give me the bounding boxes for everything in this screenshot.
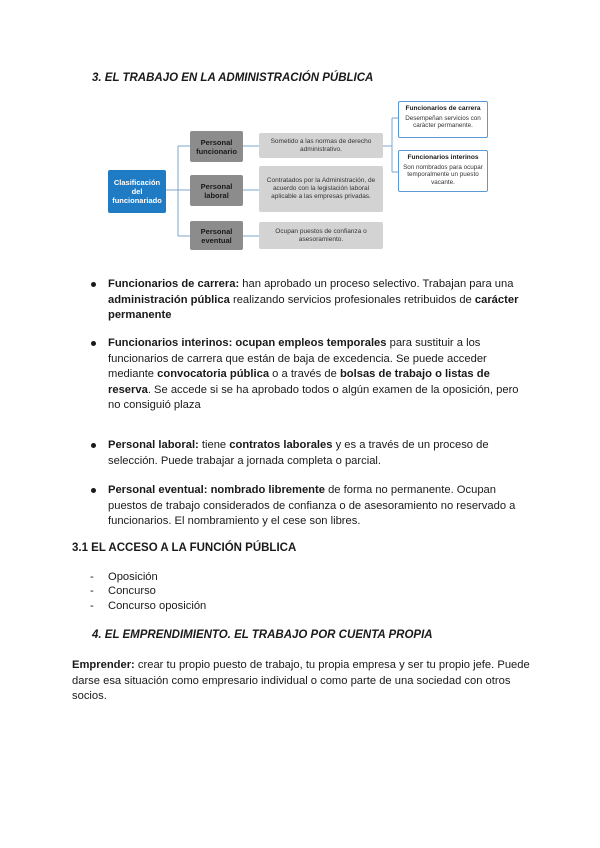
- text: para sustituir a los: [386, 337, 481, 349]
- diagram-desc-funcionario: Sometido a las normas de derecho administrativo.: [259, 133, 383, 158]
- text: han aprobado un proceso selectivo. Trabajan para una: [239, 278, 514, 290]
- bullet-laboral: [108, 438, 548, 469]
- diagram-desc-laboral: Contratados por la Administración, de acuerdo con la legislación laboral aplicable a las empresas privadas.: [259, 166, 383, 212]
- text: puestos de trabajo considerados de confianza o de asesoramiento no reservado a: [108, 499, 516, 512]
- text: funcionarios. El nombramiento y el cese son libres.: [108, 515, 361, 527]
- text: socios.: [72, 690, 107, 702]
- list-item-oposicion: Oposición: [108, 571, 158, 583]
- diagram-root-node: Clasificación del funcionariado: [108, 170, 166, 213]
- bold-text: contratos laborales: [229, 439, 333, 451]
- bullet-interinos-line-4: [108, 383, 548, 399]
- text: tiene: [198, 439, 230, 451]
- emprender-paragraph: [72, 658, 542, 705]
- text: funcionarios de carrera que están de baja de excedencia. Se puede acceder: [108, 352, 487, 365]
- bold-text: convocatoria pública: [157, 368, 270, 380]
- bullet-eventual-line-2: [108, 499, 548, 515]
- diagram-category-funcionario: Personal funcionario: [190, 131, 243, 162]
- list-dash: -: [90, 571, 94, 583]
- bullet-carrera-line-1: [108, 277, 548, 293]
- bold-text: bolsas de trabajo o listas de: [339, 368, 490, 380]
- bullet-interinos-line-3: [108, 367, 548, 383]
- list-item-concurso: Concurso: [108, 585, 156, 597]
- bold-text: Personal eventual: nombrado libremente: [108, 484, 325, 496]
- bullet-interinos-line-1: [108, 336, 548, 352]
- bold-text: permanente: [108, 309, 172, 321]
- section-3-heading: 3. EL TRABAJO EN LA ADMINISTRACIÓN PÚBLICA: [92, 72, 374, 84]
- subtype-carrera-title: Funcionarios de carrera: [405, 105, 481, 112]
- text: . Se accede si se ha aprobado todos o algún examen de la oposición, pero: [147, 383, 519, 396]
- text: crear tu propio puesto de trabajo, tu propia empresa y ser tu propio jefe. Puede: [134, 659, 530, 671]
- bullet-laboral-line-1: [108, 438, 548, 454]
- bold-text: Emprender:: [72, 659, 135, 671]
- diagram-category-eventual: Personal eventual: [190, 221, 243, 250]
- bullet-dot: [91, 282, 96, 287]
- text: o a través de: [269, 368, 340, 380]
- diagram-category-laboral: Personal laboral: [190, 175, 243, 206]
- list-dash: -: [90, 585, 94, 597]
- diagram-subtype-carrera: [398, 101, 488, 138]
- bullet-eventual-line-3: [108, 514, 548, 530]
- text: realizando servicios profesionales retribuidos de: [229, 293, 475, 306]
- bullet-dot: [91, 488, 96, 493]
- text: darse esa situación como empresario individual o como parte de una sociedad con otros: [72, 674, 511, 687]
- diagram-subtype-interinos: [398, 150, 488, 192]
- bullet-eventual: [108, 483, 548, 530]
- bullet-carrera-line-3: [108, 308, 548, 324]
- text: de forma no permanente. Ocupan: [324, 484, 496, 496]
- emprender-line-2: [72, 674, 542, 690]
- bullet-interinos-line-2: [108, 352, 548, 368]
- bold-text: reserva: [108, 383, 148, 396]
- text: mediante: [108, 368, 158, 380]
- text: y es a través de un proceso de: [332, 439, 489, 451]
- subtype-carrera-desc: Desempeñan servicios con carácter permanente.: [405, 114, 481, 129]
- section-3-1-heading: 3.1 EL ACCESO A LA FUNCIÓN PÚBLICA: [72, 542, 297, 554]
- bullet-carrera-line-2: [108, 293, 548, 309]
- section-4-heading: 4. EL EMPRENDIMIENTO. EL TRABAJO POR CUENTA PROPIA: [92, 629, 433, 641]
- bullet-dot: [91, 443, 96, 448]
- text: selección. Puede trabajar a jornada completa o parcial.: [108, 454, 382, 467]
- text: no consiguió plaza: [108, 399, 201, 411]
- subtype-interinos-title: Funcionarios interinos: [407, 154, 479, 161]
- bold-text: administración pública: [108, 293, 230, 306]
- list-dash: -: [90, 600, 94, 612]
- bullet-interinos-line-5: [108, 398, 548, 414]
- bold-text: carácter: [474, 293, 519, 306]
- subtype-interinos-desc: Son nombrados para ocupar temporalmente un puesto vacante.: [403, 163, 483, 186]
- bullet-laboral-line-2: [108, 454, 548, 470]
- emprender-line-3: [72, 689, 542, 705]
- emprender-line-1: [72, 658, 542, 674]
- bullet-carrera: [108, 277, 548, 324]
- bullet-interinos: [108, 336, 548, 414]
- bullet-dot: [91, 341, 96, 346]
- diagram-desc-eventual: Ocupan puestos de confianza o asesoramiento.: [259, 222, 383, 249]
- bold-text: Personal laboral:: [108, 439, 199, 451]
- bold-text: Funcionarios de carrera:: [108, 278, 240, 290]
- diagram-connectors: [0, 0, 600, 260]
- bullet-eventual-line-1: [108, 483, 548, 499]
- bold-text: Funcionarios interinos: ocupan empleos temporales: [108, 337, 387, 349]
- list-item-concurso-oposicion: Concurso oposición: [108, 600, 207, 612]
- classification-diagram: [0, 0, 600, 260]
